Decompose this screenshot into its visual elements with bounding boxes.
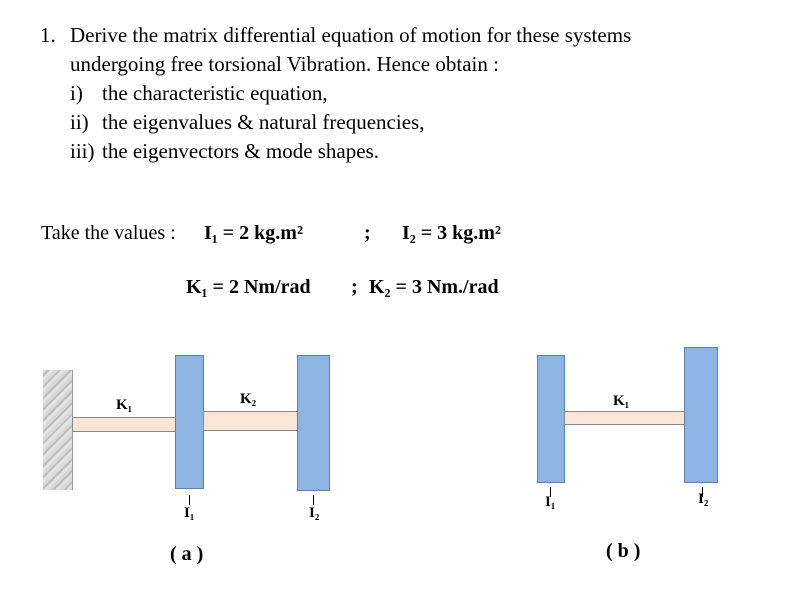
caption-a: ( a ) bbox=[170, 543, 204, 565]
caption-b: ( b ) bbox=[606, 540, 641, 562]
values-intro: Take the values : bbox=[41, 222, 176, 244]
item-text-1: the characteristic equation, bbox=[102, 81, 328, 105]
item-text-2: the eigenvalues & natural frequencies, bbox=[102, 110, 425, 134]
fixed-wall bbox=[43, 370, 73, 490]
value-i2: I₂ = 3 kg.m² bbox=[402, 222, 501, 244]
label-i2-a: I₂ bbox=[309, 505, 320, 521]
label-k1-b: K₁ bbox=[613, 393, 630, 409]
item-marker-1: i) bbox=[70, 81, 83, 105]
shaft-k2-a bbox=[203, 411, 298, 431]
disk-i2-a bbox=[297, 355, 330, 491]
question-line-1: Derive the matrix differential equation of motion for these systems bbox=[70, 23, 632, 47]
item-text-3: the eigenvectors & mode shapes. bbox=[102, 139, 379, 163]
label-k2-a: K₂ bbox=[240, 391, 257, 407]
disk-i1-a bbox=[175, 355, 204, 489]
tick-i1-a bbox=[189, 495, 190, 505]
label-i2-b: I₂ bbox=[698, 491, 709, 507]
values-separator-1: ; bbox=[364, 222, 371, 244]
disk-i1-b bbox=[537, 355, 565, 483]
tick-i2-a bbox=[313, 495, 314, 505]
value-i1: I₁ = 2 kg.m² bbox=[204, 222, 303, 244]
question-line-2: undergoing free torsional Vibration. Hence obtain : bbox=[70, 52, 499, 76]
label-k1-a: K₁ bbox=[116, 397, 133, 413]
item-marker-2: ii) bbox=[70, 110, 89, 134]
values-separator-2: ; bbox=[351, 276, 358, 298]
value-k1: K₁ = 2 Nm/rad bbox=[186, 276, 311, 298]
shaft-k1-b bbox=[564, 411, 685, 425]
disk-i2-b bbox=[684, 347, 718, 483]
label-i1-b: I₁ bbox=[545, 494, 556, 510]
shaft-k1-a bbox=[72, 417, 176, 432]
label-i1-a: I₁ bbox=[184, 505, 195, 521]
value-k2: K₂ = 3 Nm./rad bbox=[369, 276, 499, 298]
question-number: 1. bbox=[40, 23, 56, 47]
item-marker-3: iii) bbox=[70, 139, 95, 163]
